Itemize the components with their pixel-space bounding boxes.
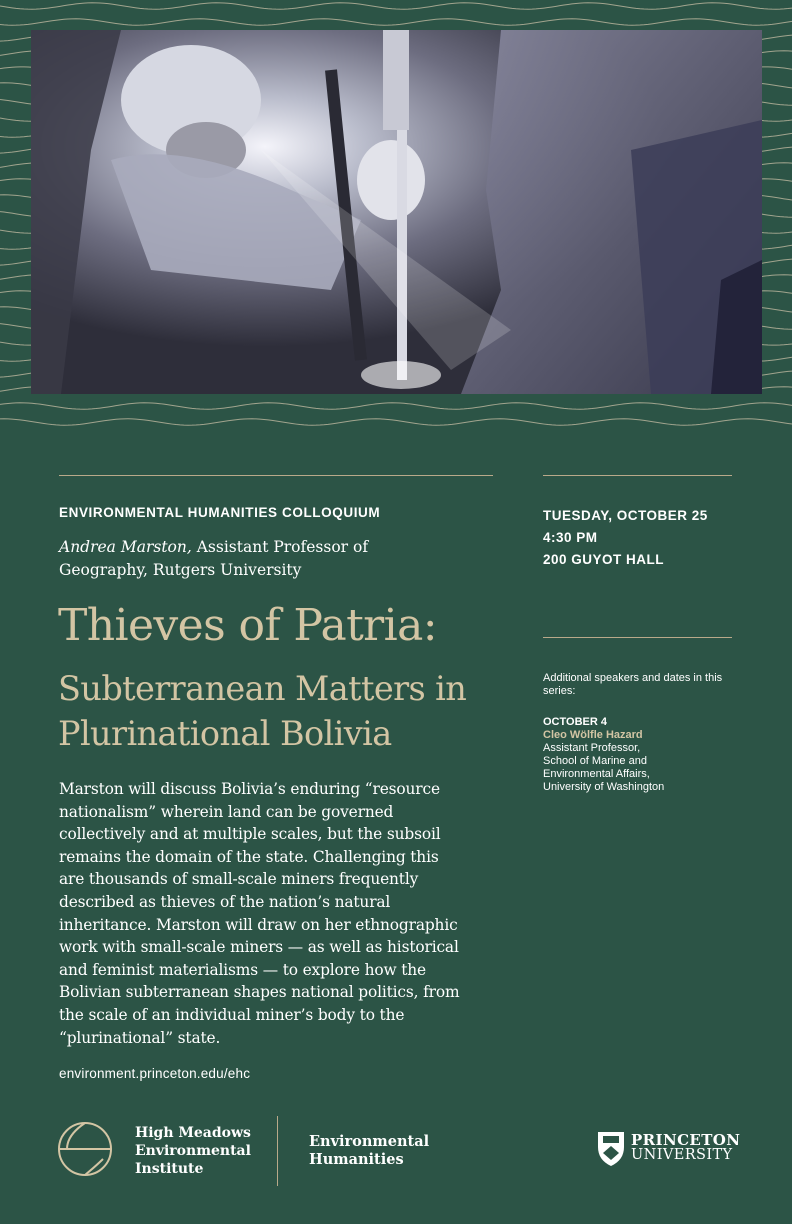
hmei-name xyxy=(135,1124,251,1178)
princeton-line-2: UNIVERSITY xyxy=(631,1147,733,1163)
right-top-rule xyxy=(543,475,732,476)
environmental-humanities-name xyxy=(309,1133,429,1169)
upcoming-role-1: Assistant Professor, xyxy=(543,742,641,754)
hmei-logo-icon xyxy=(57,1121,113,1177)
eh-line-1: Environmental xyxy=(309,1133,430,1150)
wave-line xyxy=(0,19,792,25)
upcoming-role-2: School of Marine and xyxy=(543,755,647,767)
series-label: ENVIRONMENTAL HUMANITIES COLLOQUIUM xyxy=(59,505,381,520)
speaker-name: Andrea Marston, xyxy=(59,538,192,556)
princeton-wordmark xyxy=(631,1133,740,1163)
wave-line xyxy=(0,403,792,409)
event-subtitle: Subterranean Matters in Plurinational Bolivia xyxy=(58,669,467,753)
right-mid-rule xyxy=(543,637,732,638)
upcoming-role-3: Environmental Affairs, xyxy=(543,768,650,780)
upcoming-date: OCTOBER 4 xyxy=(543,716,607,728)
eh-line-2: Humanities xyxy=(309,1151,404,1168)
header-photo xyxy=(31,30,762,394)
princeton-line-1: PRINCETON xyxy=(631,1131,741,1149)
left-top-rule xyxy=(59,475,493,476)
event-title: Thieves of Patria: xyxy=(58,600,437,651)
wave-line xyxy=(0,3,792,9)
event-date: TUESDAY, OCTOBER 25 xyxy=(543,508,708,523)
hmei-line-2: Environmental xyxy=(135,1143,251,1159)
speaker-role: Assistant Professor of Geography, Rutgers University xyxy=(59,538,369,579)
hmei-line-1: High Meadows xyxy=(135,1125,251,1141)
wave-line xyxy=(0,419,792,425)
additional-speakers-label: Additional speakers and dates in this series: xyxy=(543,672,723,697)
speaker-info xyxy=(59,536,459,581)
princeton-shield-icon xyxy=(597,1131,625,1167)
website-link[interactable]: environment.princeton.edu/ehc xyxy=(59,1066,251,1081)
event-schedule xyxy=(543,505,708,571)
footer-divider xyxy=(277,1116,278,1186)
upcoming-role-4: University of Washington xyxy=(543,781,665,793)
upcoming-name: Cleo Wölfle Hazard xyxy=(543,729,643,741)
upcoming-speaker xyxy=(543,716,733,794)
event-time: 4:30 PM xyxy=(543,530,598,545)
event-description: Marston will discuss Bolivia’s enduring “resource nationalism” wherein land can be governed collectively and at multiple scales, but the subsoil remains the domain of the state. Challenging this are thousands of small-scale miners frequently described as thieves of the nation’s natural inheritance. Marston will draw on her ethnographic work with small-scale miners — as well as historical and feminist materialisms — to explore how the Bolivian subterranean shapes national politics, from the scale of an individual miner’s body to the “plurinational” state. xyxy=(59,780,460,1047)
event-location: 200 GUYOT HALL xyxy=(543,552,665,567)
hmei-line-3: Institute xyxy=(135,1161,204,1177)
